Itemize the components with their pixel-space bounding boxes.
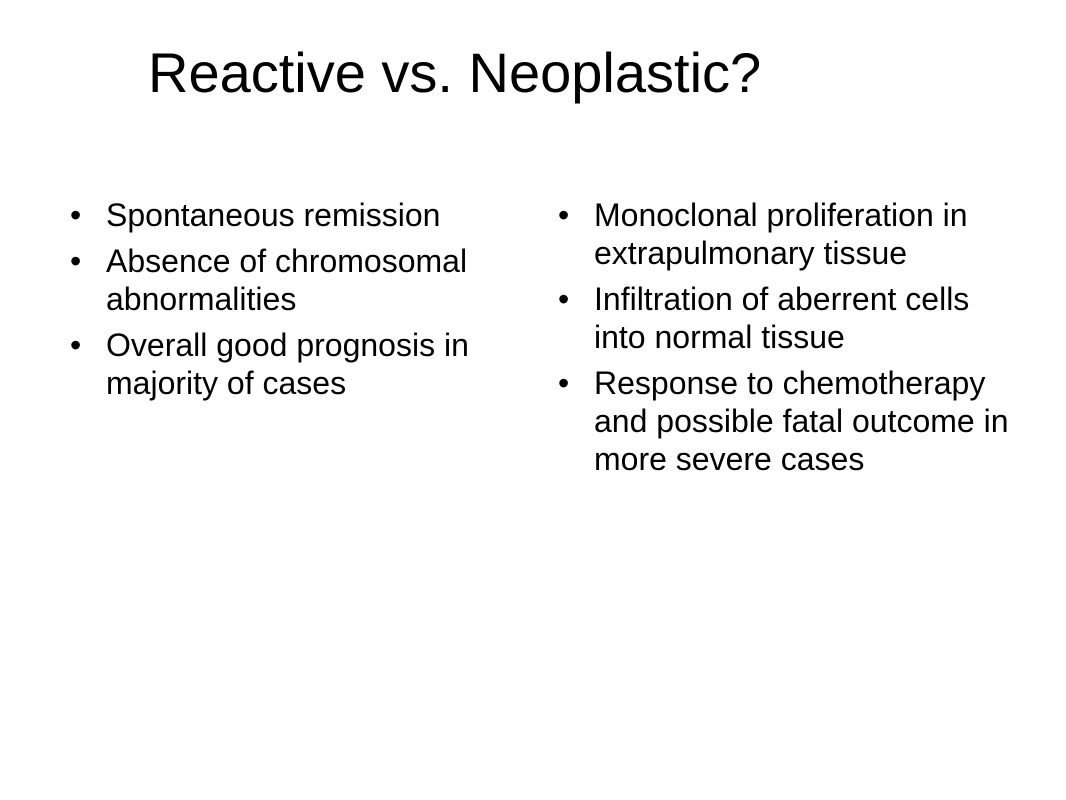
bullet-icon: • — [70, 327, 82, 363]
bullet-text: Overall good prognosis in majority of cases — [106, 327, 469, 401]
list-item — [558, 280, 1028, 356]
left-bullet-list — [70, 196, 500, 410]
bullet-text: Absence of chromosomal abnormalities — [106, 243, 468, 317]
bullet-text: Response to chemotherapy and possible fatal outcome in more severe cases — [594, 365, 1009, 477]
list-item — [70, 242, 500, 318]
list-item — [558, 196, 1028, 272]
list-item — [558, 364, 1028, 478]
bullet-icon: • — [558, 197, 570, 233]
bullet-text: Monoclonal proliferation in extrapulmonary tissue — [594, 197, 968, 271]
right-bullet-list — [558, 196, 1028, 486]
bullet-text: Infiltration of aberrent cells into normal tissue — [594, 281, 970, 355]
list-item — [70, 326, 500, 402]
list-item — [70, 196, 500, 234]
bullet-icon: • — [70, 243, 82, 279]
slide-title: Reactive vs. Neoplastic? — [148, 41, 762, 104]
bullet-icon: • — [558, 281, 570, 317]
bullet-icon: • — [558, 365, 570, 401]
bullet-text: Spontaneous remission — [106, 197, 441, 233]
bullet-icon: • — [70, 197, 82, 233]
